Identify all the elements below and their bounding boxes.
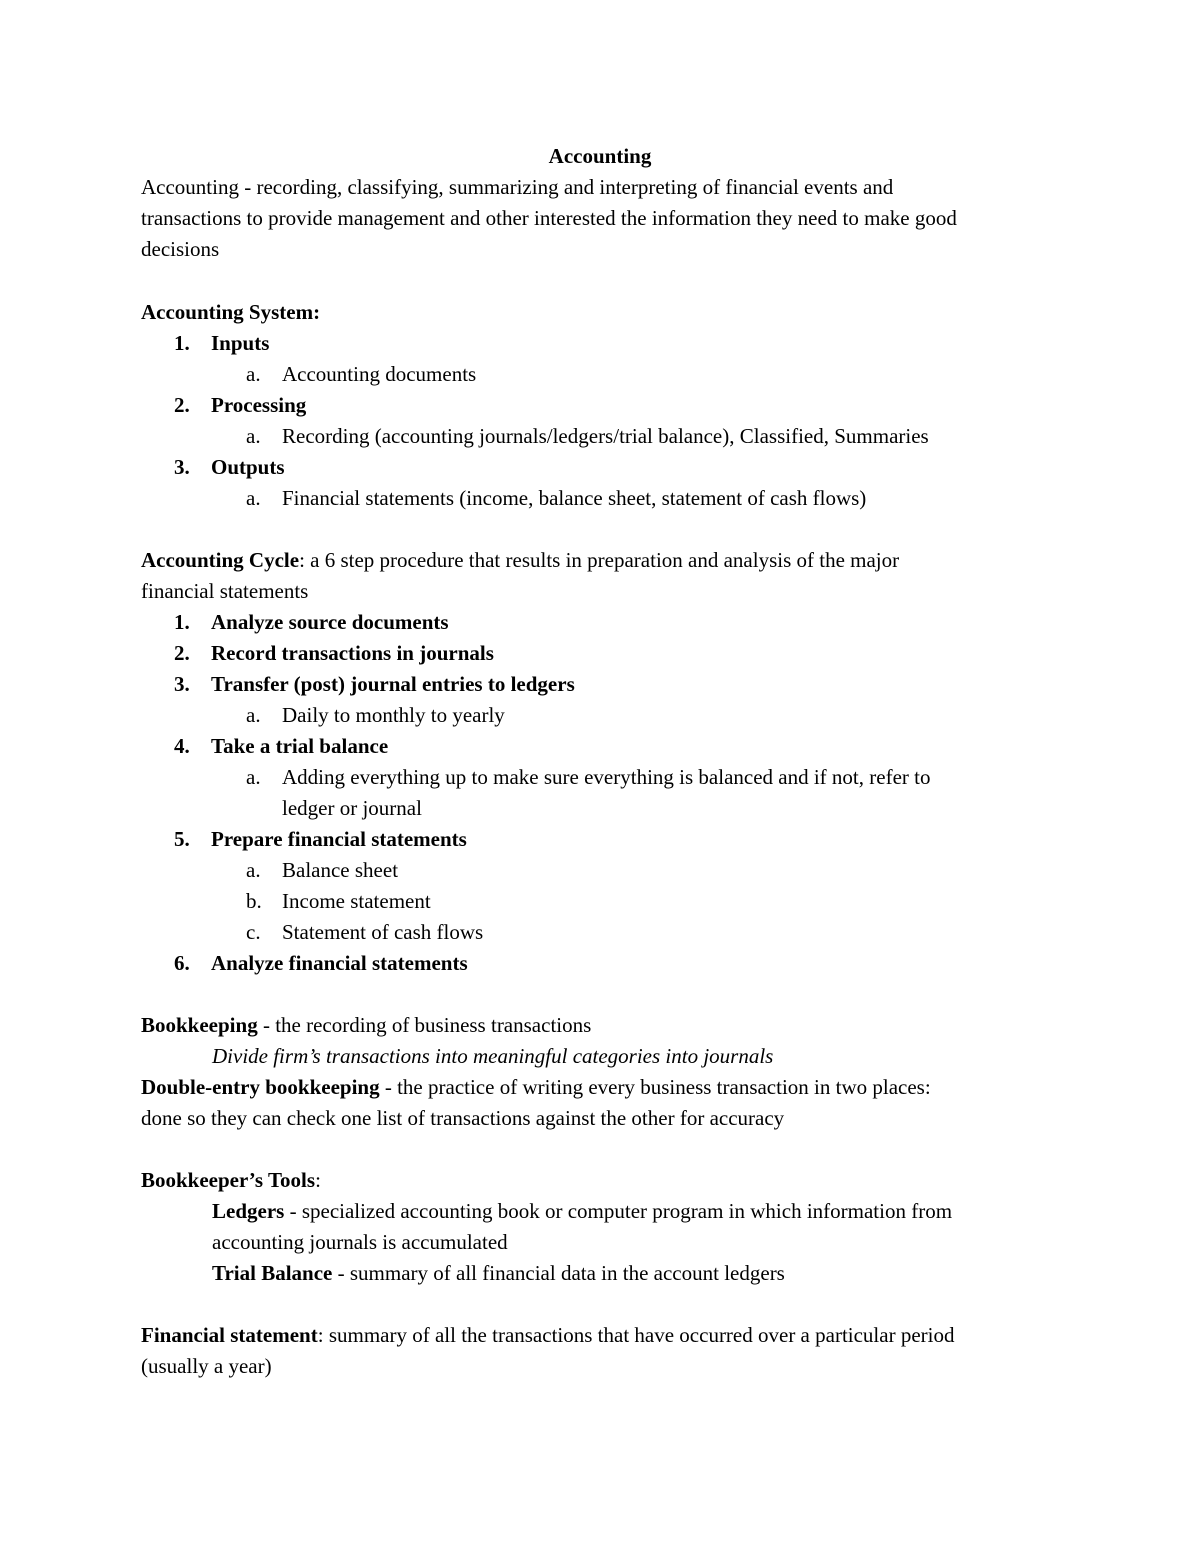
intro-definition: - recording, classifying, summarizing and interpreting of financial events and [238, 175, 894, 199]
cycle-step: Record transactions in journals [211, 641, 494, 665]
intro-line-2: transactions to provide management and other interested the information they need to make good [141, 206, 957, 230]
trial-balance-line [212, 1258, 785, 1289]
double-entry-line-1 [141, 1072, 931, 1103]
double-entry-definition: - the practice of writing every business transaction in two places: [379, 1075, 931, 1099]
system-heading: Accounting System: [141, 300, 321, 324]
trial-balance-definition: - summary of all financial data in the account ledgers [332, 1261, 785, 1285]
bookkeeping-term: Bookkeeping [141, 1013, 258, 1037]
list-item-outputs: Outputs [211, 455, 285, 479]
page-title: Accounting [548, 144, 652, 168]
sub-item: Adding everything up to make sure everything is balanced and if not, refer to [282, 765, 931, 789]
list-letter: a. [246, 362, 261, 386]
bookkeeping-definition: - the recording of business transactions [257, 1013, 592, 1037]
list-number: 3. [174, 455, 190, 479]
cycle-step: Take a trial balance [211, 734, 389, 758]
list-number: 4. [174, 734, 190, 758]
list-number: 2. [174, 393, 190, 417]
cycle-step: Transfer (post) journal entries to ledgers [211, 672, 575, 696]
tools-heading-term: Bookkeeper’s Tools [141, 1168, 316, 1192]
list-letter: a. [246, 858, 261, 882]
bookkeeping-line [141, 1010, 591, 1041]
list-number: 3. [174, 672, 190, 696]
list-number: 2. [174, 641, 190, 665]
sub-item-continued: ledger or journal [282, 796, 422, 820]
sub-item: Balance sheet [282, 858, 399, 882]
tools-heading-colon: : [315, 1168, 321, 1192]
list-item-inputs: Inputs [211, 331, 270, 355]
financial-statement-line-2: (usually a year) [141, 1354, 272, 1378]
list-letter: a. [246, 486, 261, 510]
financial-statement-term: Financial statement [141, 1323, 318, 1347]
list-letter: b. [246, 889, 262, 913]
trial-balance-term: Trial Balance [212, 1261, 333, 1285]
bookkeeping-note: Divide firm’s transactions into meaningful categories into journals [212, 1044, 774, 1068]
financial-statement-line-1 [141, 1320, 954, 1351]
sub-item: Financial statements (income, balance sheet, statement of cash flows) [282, 486, 867, 510]
list-letter: a. [246, 424, 261, 448]
tools-heading [141, 1165, 321, 1196]
list-number: 5. [174, 827, 190, 851]
list-number: 1. [174, 610, 190, 634]
cycle-definition: : a 6 step procedure that results in preparation and analysis of the major [299, 548, 900, 572]
list-letter: a. [246, 703, 261, 727]
cycle-term: Accounting Cycle [141, 548, 300, 572]
sub-item: Daily to monthly to yearly [282, 703, 505, 727]
intro-line-1 [141, 172, 893, 203]
cycle-step: Prepare financial statements [211, 827, 467, 851]
cycle-step: Analyze source documents [211, 610, 449, 634]
sub-item: Statement of cash flows [282, 920, 484, 944]
sub-item: Income statement [282, 889, 431, 913]
cycle-line-2: financial statements [141, 579, 309, 603]
list-letter: a. [246, 765, 261, 789]
list-number: 1. [174, 331, 190, 355]
list-number: 6. [174, 951, 190, 975]
sub-item: Recording (accounting journals/ledgers/trial balance), Classified, Summaries [282, 424, 929, 448]
sub-item: Accounting documents [282, 362, 477, 386]
ledgers-term: Ledgers [212, 1199, 285, 1223]
financial-statement-definition: : summary of all the transactions that have occurred over a particular period [317, 1323, 955, 1347]
list-letter: c. [246, 920, 261, 944]
cycle-line-1 [141, 545, 899, 576]
double-entry-term: Double-entry bookkeeping [141, 1075, 380, 1099]
ledgers-definition: - specialized accounting book or computer program in which information from [284, 1199, 953, 1223]
cycle-step: Analyze financial statements [211, 951, 468, 975]
ledgers-line-2: accounting journals is accumulated [212, 1230, 508, 1254]
list-item-processing: Processing [211, 393, 307, 417]
double-entry-line-2: done so they can check one list of transactions against the other for accuracy [141, 1106, 785, 1130]
intro-line-3: decisions [141, 237, 220, 261]
ledgers-line-1 [212, 1196, 952, 1227]
intro-term: Accounting [141, 175, 239, 199]
